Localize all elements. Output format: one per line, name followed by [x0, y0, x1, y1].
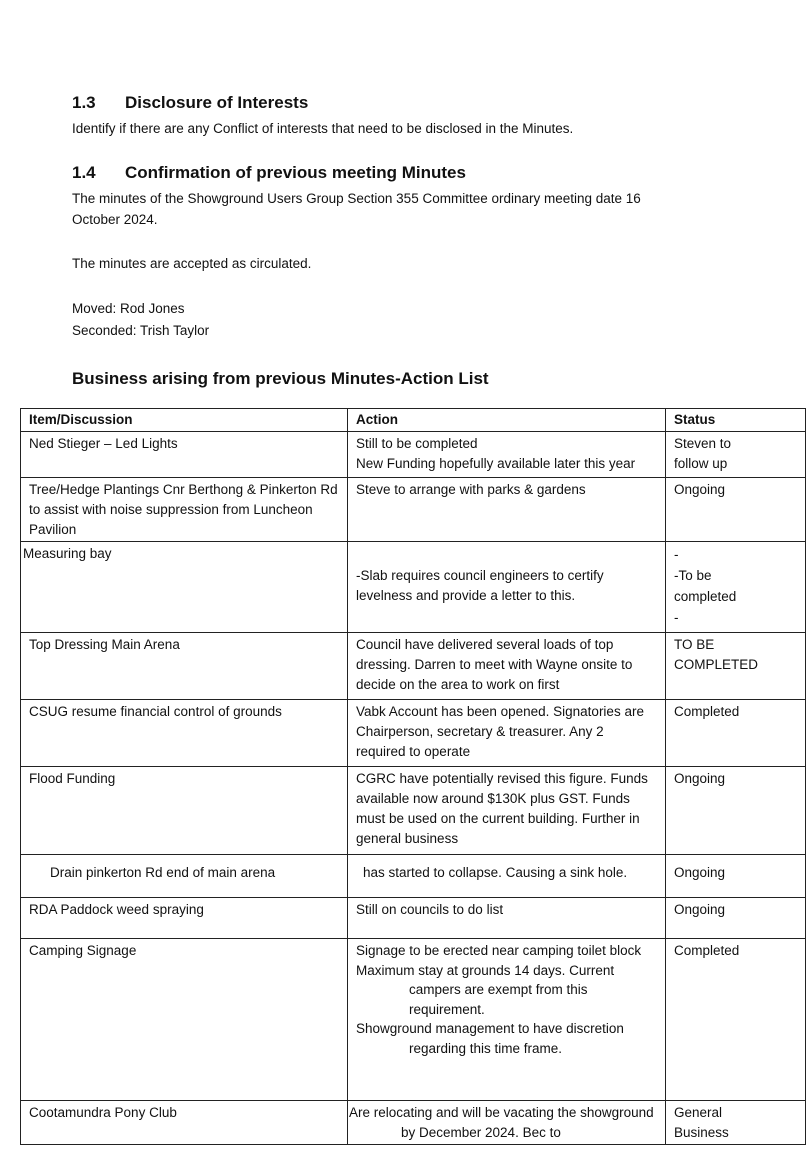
- action-line: Still to be completed: [356, 436, 478, 451]
- action-list-title: Business arising from previous Minutes-Action List: [72, 369, 489, 388]
- action-cell: [348, 542, 666, 633]
- action-line: Steve to arrange with parks & gardens: [356, 482, 586, 497]
- action-line: Signage to be erected near camping toilet block: [356, 943, 642, 958]
- section-number: 1.4: [72, 163, 96, 182]
- item-cell: Cootamundra Pony Club: [21, 1101, 348, 1145]
- table-row: [21, 432, 806, 478]
- action-cell: [348, 432, 666, 478]
- status-line: completed: [674, 589, 737, 604]
- status-cell: [666, 855, 806, 898]
- section-number: 1.3: [72, 93, 96, 112]
- table-row: [21, 478, 806, 542]
- section-heading-1-4: [72, 163, 466, 183]
- item-cell: Drain pinkerton Rd end of main arena: [21, 855, 348, 898]
- status-line: Completed: [674, 704, 740, 719]
- action-cell: [348, 633, 666, 700]
- action-cell: [348, 700, 666, 767]
- action-line: decide on the area to work on first: [356, 677, 560, 692]
- action-line: available now around $130K plus GST. Funds: [356, 791, 630, 806]
- table-header-row: [21, 409, 806, 432]
- table-row: [21, 1101, 806, 1145]
- item-cell: Camping Signage: [21, 939, 348, 1101]
- header-item: Item/Discussion: [21, 409, 348, 432]
- action-cell: [348, 767, 666, 855]
- action-line: dressing. Darren to meet with Wayne onsite to: [356, 657, 633, 672]
- action-line: Still on councils to do list: [356, 902, 504, 917]
- action-line: levelness and provide a letter to this.: [356, 588, 576, 603]
- action-line: has started to collapse. Causing a sink hole.: [363, 865, 628, 880]
- minutes-accepted: The minutes are accepted as circulated.: [72, 256, 312, 271]
- action-line: New Funding hopefully available later this year: [356, 456, 636, 471]
- status-line: Business: [674, 1125, 729, 1140]
- item-cell: Flood Funding: [21, 767, 348, 855]
- item-cell: Measuring bay: [21, 542, 348, 633]
- moved-by: Moved: Rod Jones: [72, 301, 185, 316]
- table-row: [21, 898, 806, 939]
- action-line: must be used on the current building. Further in: [356, 811, 640, 826]
- table-row: [21, 700, 806, 767]
- status-line: General: [674, 1105, 723, 1120]
- action-list-table: [20, 408, 806, 1145]
- status-line: Ongoing: [674, 771, 726, 786]
- section-body: Identify if there are any Conflict of interests that need to be disclosed in the Minutes.: [72, 121, 574, 136]
- action-line: CGRC have potentially revised this figure. Funds: [356, 771, 648, 786]
- action-cell: [348, 939, 666, 1101]
- section-title: Disclosure of Interests: [125, 93, 309, 112]
- table-row: [21, 939, 806, 1101]
- table-row: [21, 542, 806, 633]
- status-cell: [666, 700, 806, 767]
- header-action: Action: [348, 409, 666, 432]
- table-row: [21, 633, 806, 700]
- minutes-statement: [72, 188, 732, 230]
- action-cell: [348, 898, 666, 939]
- status-cell: [666, 478, 806, 542]
- status-line: Ongoing: [674, 902, 726, 917]
- action-line: Council have delivered several loads of top: [356, 637, 614, 652]
- status-cell: [666, 767, 806, 855]
- status-line: -To be: [674, 568, 712, 583]
- item-cell: RDA Paddock weed spraying: [21, 898, 348, 939]
- action-line: general business: [356, 831, 459, 846]
- action-line: Vabk Account has been opened. Signatories are: [356, 704, 644, 719]
- action-cell: [348, 478, 666, 542]
- item-cell: CSUG resume financial control of grounds: [21, 700, 348, 767]
- status-cell: [666, 542, 806, 633]
- status-line: -: [674, 547, 679, 562]
- text-line: October 2024.: [72, 212, 158, 227]
- action-line: Chairperson, secretary & treasurer. Any 2: [356, 724, 604, 739]
- status-line: Steven to: [674, 436, 732, 451]
- status-cell: [666, 939, 806, 1101]
- status-cell: [666, 633, 806, 700]
- status-line: COMPLETED: [674, 657, 759, 672]
- status-line: Completed: [674, 943, 740, 958]
- status-line: Ongoing: [674, 865, 726, 880]
- status-line: Ongoing: [674, 482, 726, 497]
- item-cell: Tree/Hedge Plantings Cnr Berthong & Pinkerton Rd to assist with noise suppression from Luncheon Pavilion: [21, 478, 348, 542]
- status-cell: [666, 432, 806, 478]
- seconded-by: Seconded: Trish Taylor: [72, 323, 210, 338]
- item-cell: Top Dressing Main Arena: [21, 633, 348, 700]
- status-cell: [666, 898, 806, 939]
- item-cell: Ned Stieger – Led Lights: [21, 432, 348, 478]
- status-line: -: [674, 610, 679, 625]
- action-cell: [348, 1101, 666, 1145]
- action-line: -Slab requires council engineers to certify: [356, 568, 604, 583]
- action-line: Maximum stay at grounds 14 days. Current campers are exempt from this requirement.: [356, 962, 615, 1017]
- status-cell: [666, 1101, 806, 1145]
- action-line: required to operate: [356, 744, 471, 759]
- section-heading-1-3: [72, 93, 308, 113]
- status-line: TO BE: [674, 637, 715, 652]
- action-line: Are relocating and will be vacating the showground by December 2024. Bec to: [349, 1105, 654, 1140]
- section-title: Confirmation of previous meeting Minutes: [125, 163, 466, 182]
- table-row: [21, 767, 806, 855]
- header-status: Status: [666, 409, 806, 432]
- table-row: [21, 855, 806, 898]
- action-cell: [348, 855, 666, 898]
- text-line: The minutes of the Showground Users Group Section 355 Committee ordinary meeting date 16: [72, 191, 641, 206]
- status-line: follow up: [674, 456, 728, 471]
- action-line: Showground management to have discretion regarding this time frame.: [356, 1021, 624, 1056]
